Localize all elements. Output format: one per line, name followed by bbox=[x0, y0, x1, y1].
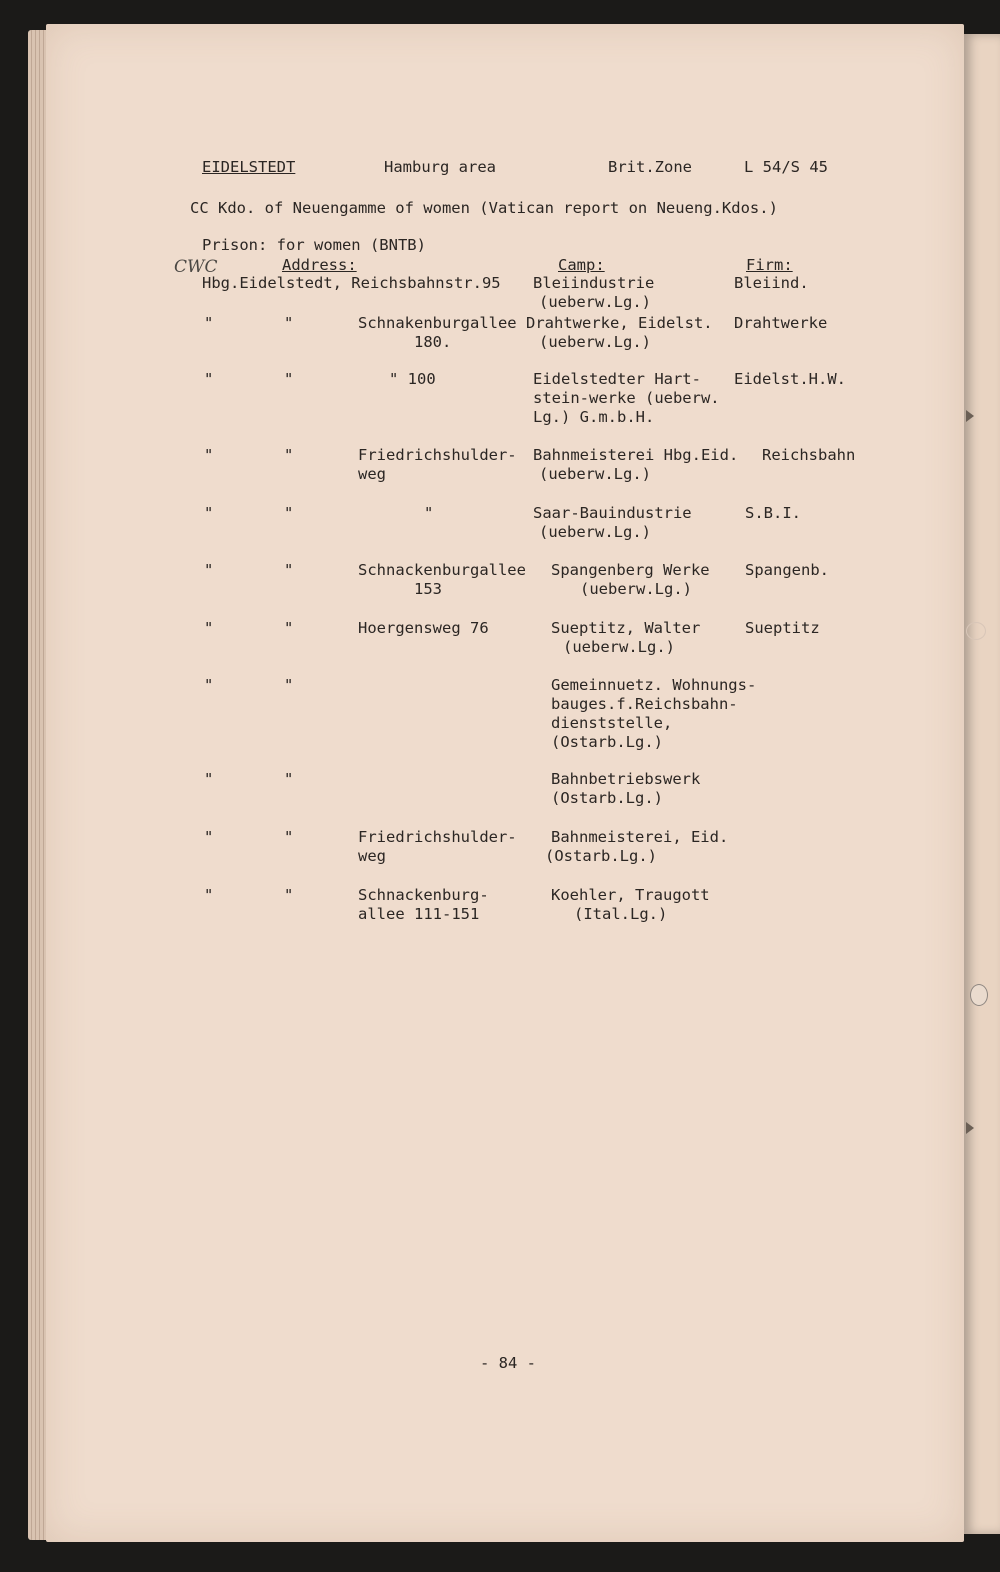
camp-cell: stein-werke (ueberw. bbox=[533, 389, 720, 407]
address-cell: Friedrichshulder- bbox=[358, 828, 517, 846]
address-cell: weg bbox=[358, 847, 386, 865]
camp-cell: (Ostarb.Lg.) bbox=[545, 847, 657, 865]
camp-cell: Bleiindustrie bbox=[533, 274, 655, 292]
address-column-header: Address: bbox=[282, 256, 357, 274]
page-number: - 84 - bbox=[480, 1354, 536, 1372]
address-cell: allee 111-151 bbox=[358, 905, 480, 923]
camp-cell: dienststelle, bbox=[551, 714, 673, 732]
ditto-mark: " bbox=[204, 619, 214, 637]
camp-cell: Eidelstedter Hart- bbox=[533, 370, 701, 388]
camp-cell: Bahnbetriebswerk bbox=[551, 770, 701, 788]
firm-cell: Drahtwerke bbox=[734, 314, 828, 332]
ditto-mark: " bbox=[284, 370, 294, 388]
ditto-mark: " bbox=[284, 314, 294, 332]
ditto-mark: " bbox=[204, 446, 214, 464]
address-cell: Schnakenburgallee bbox=[358, 314, 517, 332]
address-cell: Hoergensweg 76 bbox=[358, 619, 489, 637]
handwritten-note: CWC bbox=[174, 257, 218, 277]
zone-label: Brit.Zone bbox=[608, 158, 692, 176]
camp-cell: (ueberw.Lg.) bbox=[580, 580, 692, 598]
firm-cell: Eidelst.H.W. bbox=[734, 370, 846, 388]
ditto-mark: " bbox=[204, 676, 214, 694]
camp-cell: Spangenberg Werke bbox=[551, 561, 710, 579]
reference-number: L 54/S 45 bbox=[744, 158, 828, 176]
document-page bbox=[46, 24, 964, 1542]
page-tab-marker bbox=[966, 1122, 974, 1134]
punch-hole bbox=[970, 984, 988, 1006]
ditto-mark: " bbox=[204, 828, 214, 846]
camp-cell: Bahnmeisterei Hbg.Eid. bbox=[533, 446, 739, 464]
ditto-mark: " bbox=[284, 504, 294, 522]
address-cell: Friedrichshulder- bbox=[358, 446, 517, 464]
firm-cell: Sueptitz bbox=[745, 619, 820, 637]
ditto-mark: " bbox=[204, 770, 214, 788]
camp-cell: (Ostarb.Lg.) bbox=[551, 733, 663, 751]
address-cell: 180. bbox=[414, 333, 452, 351]
address-cell: " 100 bbox=[389, 370, 436, 388]
address-cell: Schnackenburgallee bbox=[358, 561, 526, 579]
ditto-mark: " bbox=[284, 676, 294, 694]
subtitle: CC Kdo. of Neuengamme of women (Vatican report on Neueng.Kdos.) bbox=[190, 199, 778, 217]
camp-cell: Gemeinnuetz. Wohnungs- bbox=[551, 676, 757, 694]
camp-cell: Sueptitz, Walter bbox=[551, 619, 701, 637]
camp-cell: (ueberw.Lg.) bbox=[539, 523, 651, 541]
camp-cell: (ueberw.Lg.) bbox=[539, 333, 651, 351]
ditto-mark: " bbox=[284, 828, 294, 846]
ditto-mark: " bbox=[284, 886, 294, 904]
ditto-mark: " bbox=[284, 446, 294, 464]
prison-line: Prison: for women (BNTB) bbox=[202, 236, 426, 254]
facing-page-edge bbox=[964, 34, 1000, 1534]
address-cell: " bbox=[424, 504, 434, 522]
camp-cell: Koehler, Traugott bbox=[551, 886, 710, 904]
area-label: Hamburg area bbox=[384, 158, 496, 176]
ditto-mark: " bbox=[204, 504, 214, 522]
camp-cell: (ueberw.Lg.) bbox=[539, 293, 651, 311]
address-cell: Schnackenburg- bbox=[358, 886, 489, 904]
camp-column-header: Camp: bbox=[558, 256, 605, 274]
camp-cell: Lg.) G.m.b.H. bbox=[533, 408, 655, 426]
ditto-mark: " bbox=[204, 561, 214, 579]
ditto-mark: " bbox=[204, 370, 214, 388]
ditto-mark: " bbox=[284, 770, 294, 788]
ditto-mark: " bbox=[204, 886, 214, 904]
camp-cell: (ueberw.Lg.) bbox=[539, 465, 651, 483]
place-heading: EIDELSTEDT bbox=[202, 158, 296, 176]
camp-cell: Bahnmeisterei, Eid. bbox=[551, 828, 729, 846]
ditto-mark: " bbox=[284, 561, 294, 579]
ditto-mark: " bbox=[284, 619, 294, 637]
firm-column-header: Firm: bbox=[746, 256, 793, 274]
punch-hole-faint bbox=[966, 622, 986, 640]
address-cell: 153 bbox=[414, 580, 442, 598]
page-tab-marker bbox=[966, 410, 974, 422]
firm-cell: Reichsbahn bbox=[762, 446, 856, 464]
camp-cell: Saar-Bauindustrie bbox=[533, 504, 692, 522]
firm-cell: Bleiind. bbox=[734, 274, 809, 292]
camp-cell: (Ital.Lg.) bbox=[574, 905, 668, 923]
firm-cell: S.B.I. bbox=[745, 504, 801, 522]
address-cell: Hbg.Eidelstedt, Reichsbahnstr.95 bbox=[202, 274, 501, 292]
firm-cell: Spangenb. bbox=[745, 561, 829, 579]
camp-cell: bauges.f.Reichsbahn- bbox=[551, 695, 738, 713]
address-cell: weg bbox=[358, 465, 386, 483]
camp-cell: Drahtwerke, Eidelst. bbox=[526, 314, 713, 332]
camp-cell: (ueberw.Lg.) bbox=[563, 638, 675, 656]
camp-cell: (Ostarb.Lg.) bbox=[551, 789, 663, 807]
ditto-mark: " bbox=[204, 314, 214, 332]
